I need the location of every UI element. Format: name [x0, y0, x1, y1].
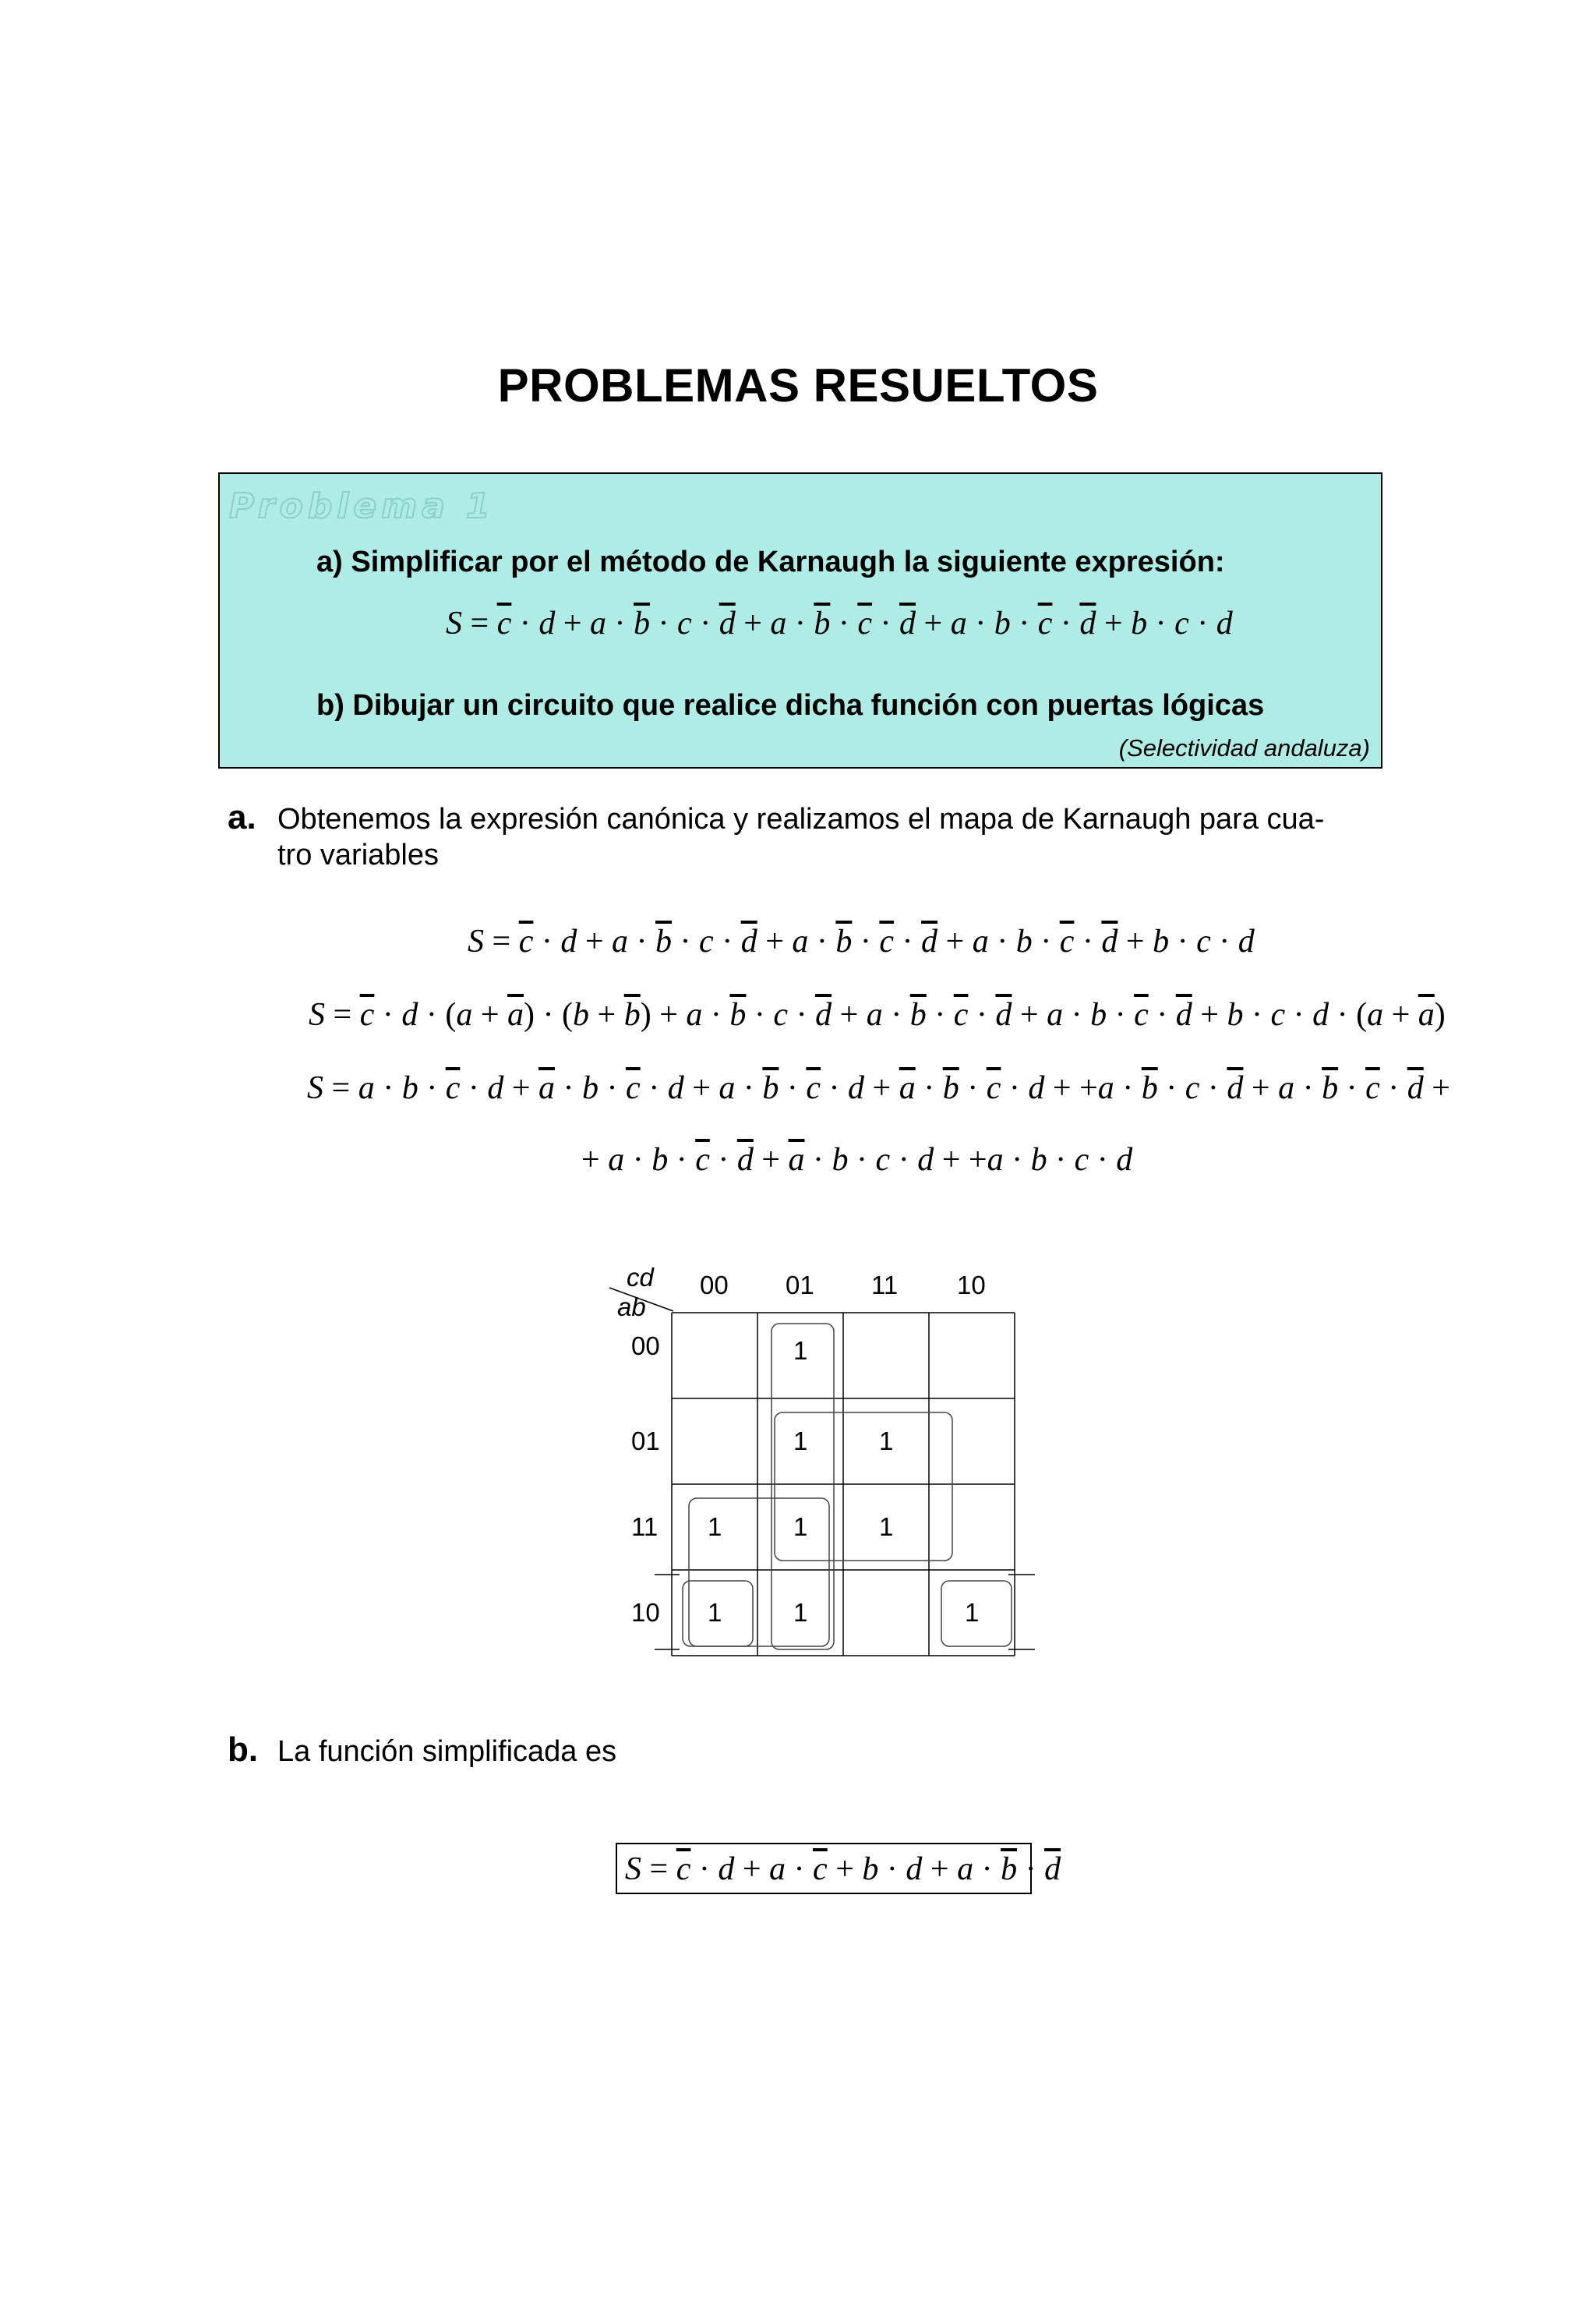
kmap-labels	[617, 1263, 986, 1627]
kmap-row-var: ab	[617, 1292, 646, 1321]
equation-4: + $a \cdot b \cdot \overline{c} \cdot \overline{d} + \overline{a} \cdot b \cdot c \cdot d + +a \cdot b \cdot c \cdot d$	[581, 1142, 1133, 1178]
equation-1: $S = \overline{c} \cdot d + a \cdot \overline{b} \cdot c \cdot \overline{d} + a \cdot \overline{b} \cdot \overline{c} \cdot \overline{d} + a \cdot b \cdot \overline{c} \cdot \overline{d} + b \cdot c \cdot d$	[468, 924, 1255, 960]
kmap-col-header: 11	[871, 1271, 899, 1299]
kmap-col-var: cd	[627, 1263, 654, 1292]
page-title: PROBLEMAS RESUELTOS	[497, 359, 1099, 412]
kmap-cell-value: 1	[879, 1512, 894, 1541]
simplified-result-box	[616, 1843, 1061, 1894]
source-note: (Selectividad andaluza)	[1118, 734, 1370, 762]
kmap-cell-value: 1	[793, 1512, 808, 1541]
task-a: a) Simplificar por el método de Karnaugh la siguiente expresión:	[316, 546, 1225, 578]
kmap-col-header: 01	[786, 1271, 814, 1299]
kmap-cell-value: 1	[879, 1426, 894, 1455]
kmap-row-header: 11	[631, 1512, 659, 1541]
kmap-row-header: 10	[631, 1598, 660, 1627]
kmap-col-header: 10	[957, 1271, 986, 1299]
problem-expression: $S = \overline{c} \cdot d + a \cdot \overline{b} \cdot c \cdot \overline{d} + a \cdot \overline{b} \cdot \overline{c} \cdot \overline{d} + a \cdot b \cdot \overline{c} \cdot \overline{d} + b \cdot c \cdot d$	[446, 606, 1233, 642]
kmap-row-header: 00	[631, 1331, 660, 1360]
section-b-text: La función simplificada es	[277, 1735, 617, 1768]
section-a-line1: Obtenemos la expresión canónica y realizamos el mapa de Karnaugh para cua-	[277, 803, 1325, 836]
problem-box	[218, 472, 1382, 769]
equation-2: $S = \overline{c} \cdot d \cdot (a + \overline{a}) \cdot (b + \overline{b}) + a \cdot \overline{b} \cdot c \cdot \overline{d} + a \cdot \overline{b} \cdot \overline{c} \cdot \overline{d} + a \cdot b \cdot \overline{c} \cdot \overline{d} + b \cdot c \cdot d \cdot (a + \overline{a})$	[309, 997, 1446, 1033]
equation-3: $S = a \cdot b \cdot \overline{c} \cdot d + \overline{a} \cdot b \cdot \overline{c} \cdot d + a \cdot \overline{b} \cdot \overline{c} \cdot d + \overline{a} \cdot \overline{b} \cdot \overline{c} \cdot d + +a \cdot \overline{b} \cdot c \cdot \overline{d} + a \cdot \overline{b} \cdot \overline{c} \cdot \overline{d}$ +	[307, 1070, 1450, 1106]
task-b: b) Dibujar un circuito que realice dicha función con puertas lógicas	[316, 689, 1265, 722]
problem-label: Problema 1	[229, 486, 495, 526]
kmap-cell-value: 1	[708, 1512, 722, 1541]
simplified-expression: $S = \overline{c} \cdot d + a \cdot \overline{c} + b \cdot d + a \cdot \overline{b} \cdot \overline{d}$	[625, 1851, 1061, 1887]
kmap-cell-value: 1	[965, 1598, 980, 1627]
karnaugh-map	[608, 1263, 1044, 1668]
kmap-cell-value: 1	[793, 1426, 808, 1455]
kmap-cell-value: 1	[708, 1598, 722, 1627]
kmap-col-header: 00	[700, 1271, 729, 1299]
kmap-row-header: 01	[631, 1426, 660, 1455]
section-a-letter: a.	[228, 798, 256, 836]
section-a-line2: tro variables	[277, 839, 439, 871]
karnaugh-map-svg	[608, 1263, 1044, 1668]
section-b-letter: b.	[228, 1730, 259, 1769]
kmap-cell-value: 1	[793, 1336, 808, 1365]
kmap-cell-value: 1	[793, 1598, 808, 1627]
kmap-groups	[683, 1324, 1012, 1649]
